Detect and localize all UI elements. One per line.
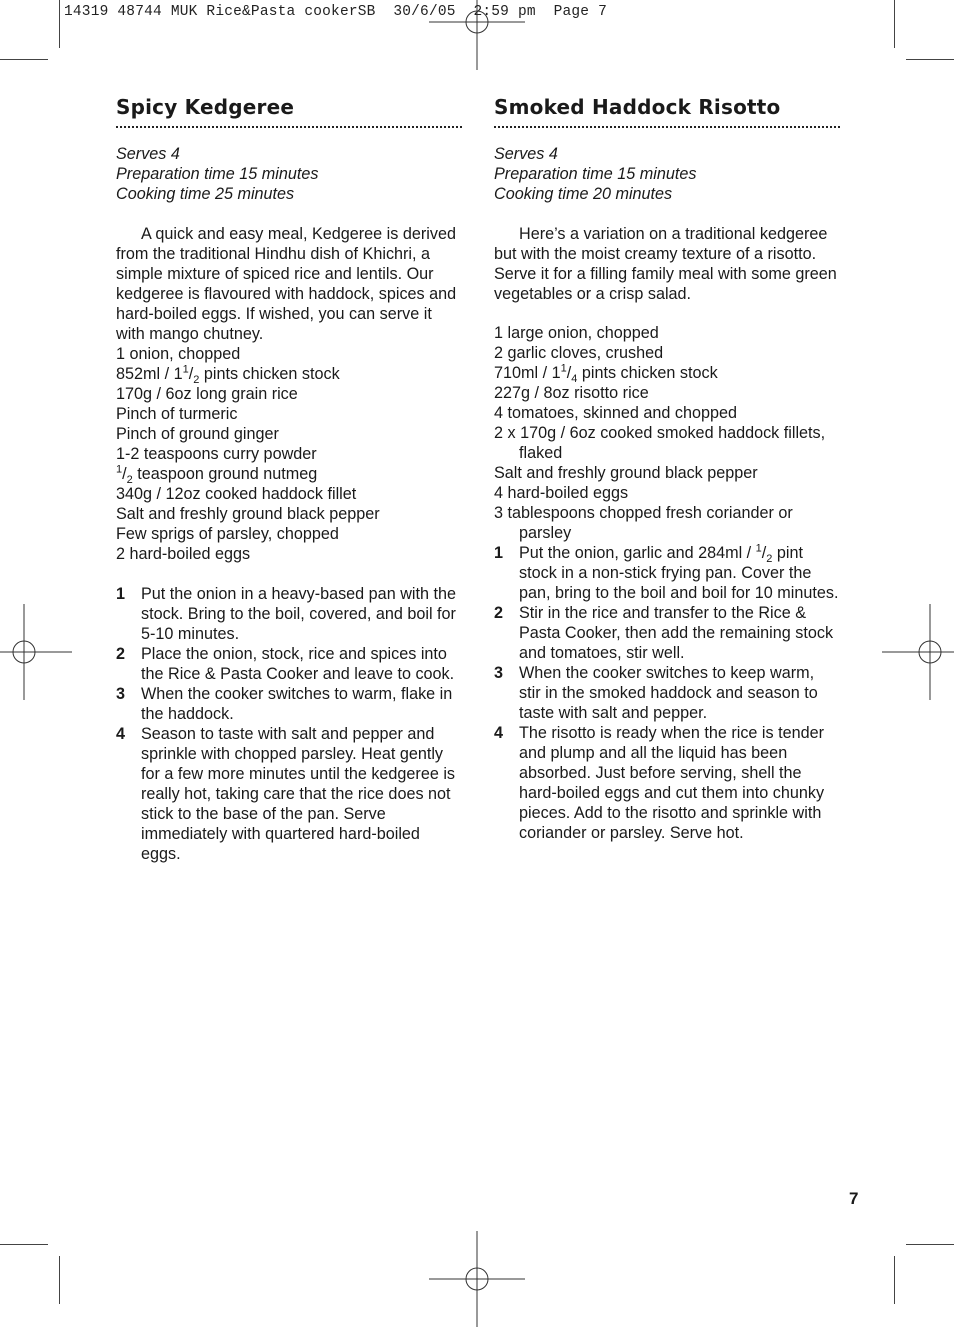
crop-mark <box>59 1256 60 1304</box>
step-number: 2 <box>494 604 504 622</box>
ingredient-item <box>116 463 462 487</box>
step-number: 1 <box>494 544 504 562</box>
method-steps <box>116 584 462 864</box>
fraction-slash: / <box>761 544 767 562</box>
ingredient-item: 1-2 teaspoons curry powder <box>116 445 317 463</box>
text-part: 710ml / 1 <box>494 364 561 382</box>
ingredient-item: 1 large onion, chopped <box>494 324 659 342</box>
crop-mark <box>906 1244 954 1245</box>
ingredient-item: 340g / 12oz cooked haddock fillet <box>116 485 357 503</box>
step-text: When the cooker switches to warm, flake in the haddock. <box>141 685 453 723</box>
text-part: teaspoon ground nutmeg <box>132 465 318 483</box>
fraction-numerator: 1 <box>755 542 762 555</box>
step-number: 1 <box>116 585 126 603</box>
registration-mark-icon <box>882 604 954 700</box>
printer-slug: 14319 48744 MUK Rice&Pasta cookerSB 30/6/05 2:59 pm Page 7 <box>64 4 607 20</box>
ingredient-item: Pinch of ground ginger <box>116 425 279 443</box>
fraction-slash: / <box>188 365 194 383</box>
ingredient-list <box>116 344 462 564</box>
method-step <box>116 584 462 644</box>
fraction-slash: / <box>122 465 127 483</box>
step-text: The risotto is ready when the rice is tender and plump and all the liquid has been absorbed. Just before serving, shell the hard-boiled eggs and cut them into chunky pieces. Add to the risotto and sprinkle with coriander or parsley. Serve hot. <box>519 724 825 842</box>
step-number: 4 <box>116 725 126 743</box>
fraction-denominator: 4 <box>571 373 578 386</box>
recipe-meta <box>494 144 840 204</box>
text-part: Put the onion, garlic and 284ml / <box>519 544 756 562</box>
method-steps <box>494 543 840 843</box>
crop-mark <box>0 1244 48 1245</box>
ingredient-item: 2 hard-boiled eggs <box>116 545 251 563</box>
method-step <box>494 603 840 663</box>
serves: Serves 4 <box>116 145 180 163</box>
fraction-numerator: 1 <box>182 363 189 376</box>
prep-time: Preparation time 15 minutes <box>494 165 697 183</box>
method-step <box>116 684 462 724</box>
step-text: Place the onion, stock, rice and spices into the Rice & Pasta Cooker and leave to cook. <box>141 645 455 683</box>
step-text: Put the onion in a heavy-based pan with the stock. Bring to the boil, covered, and boil for 5-10 minutes. <box>141 585 456 643</box>
recipe-title: Spicy Kedgeree <box>116 94 462 128</box>
text-part: pints chicken stock <box>199 365 340 383</box>
ingredient-item: Salt and freshly ground black pepper <box>494 464 758 482</box>
step-number: 4 <box>494 724 504 742</box>
text-part: 852ml / 1 <box>116 365 183 383</box>
ingredient-item <box>494 362 840 386</box>
ingredient-item: 227g / 8oz risotto rice <box>494 384 649 402</box>
cook-time: Cooking time 20 minutes <box>494 185 673 203</box>
ingredient-item: 2 x 170g / 6oz cooked smoked haddock fillets, flaked <box>494 424 826 462</box>
method-step <box>494 543 840 603</box>
crop-mark <box>0 59 48 60</box>
ingredient-item: Pinch of turmeric <box>116 405 238 423</box>
crop-mark <box>894 1256 895 1304</box>
ingredient-item: 4 tomatoes, skinned and chopped <box>494 404 737 422</box>
method-step <box>116 644 462 684</box>
step-number: 3 <box>116 685 126 703</box>
crop-mark <box>906 59 954 60</box>
recipe-smoked-haddock-risotto <box>494 94 840 843</box>
ingredient-item: 170g / 6oz long grain rice <box>116 385 298 403</box>
fraction-denominator: 2 <box>193 374 200 387</box>
fraction-denominator: 2 <box>126 474 133 487</box>
registration-mark-icon <box>0 604 72 700</box>
cook-time: Cooking time 25 minutes <box>116 185 295 203</box>
ingredient-list <box>494 323 840 543</box>
prep-time: Preparation time 15 minutes <box>116 165 319 183</box>
step-text: Stir in the rice and transfer to the Rice & Pasta Cooker, then add the remaining stock and tomatoes, stir well. <box>519 604 834 662</box>
recipe-title: Smoked Haddock Risotto <box>494 94 840 128</box>
step-number: 3 <box>494 664 504 682</box>
ingredient-item: 3 tablespoons chopped fresh coriander or parsley <box>494 504 793 542</box>
registration-mark-icon <box>429 0 525 70</box>
text-part: pint stock in a non-stick frying pan. Cover the pan, bring to the boil and boil for 10 minutes. <box>519 544 839 602</box>
ingredient-item: Salt and freshly ground black pepper <box>116 505 380 523</box>
text-part: pints chicken stock <box>577 364 718 382</box>
method-step <box>494 663 840 723</box>
ingredient-item <box>116 363 462 387</box>
step-text: Season to taste with salt and pepper and sprinkle with chopped parsley. Heat gently for a few more minutes until the kedgeree is really hot, taking care that the rice does not stick to the base of the pan. Serve immediately with quartered hard-boiled eggs. <box>141 725 456 863</box>
ingredient-item: 1 onion, chopped <box>116 345 241 363</box>
registration-mark-icon <box>429 1231 525 1327</box>
fraction-denominator: 2 <box>766 553 773 566</box>
fraction-slash: / <box>566 364 572 382</box>
serves: Serves 4 <box>494 145 558 163</box>
page-number: 7 <box>849 1189 859 1208</box>
ingredient-item: 4 hard-boiled eggs <box>494 484 629 502</box>
step-text: When the cooker switches to keep warm, stir in the smoked haddock and season to taste with salt and pepper. <box>519 664 818 722</box>
method-step <box>494 723 840 843</box>
step-text <box>519 543 840 603</box>
ingredient-item: Few sprigs of parsley, chopped <box>116 525 339 543</box>
method-step <box>116 724 462 864</box>
recipe-meta <box>116 144 462 204</box>
crop-mark <box>59 0 60 48</box>
ingredient-item: 2 garlic cloves, crushed <box>494 344 664 362</box>
crop-mark <box>894 0 895 48</box>
recipe-intro: A quick and easy meal, Kedgeree is derived from the traditional Hindhu dish of Khichri, a simple mixture of spiced rice and lentils. Our kedgeree is flavoured with haddock, spices and hard-boiled eggs. If wished, you can serve it with mango chutney. <box>116 225 457 343</box>
fraction-numerator: 1 <box>560 362 567 375</box>
fraction-numerator: 1 <box>116 463 123 476</box>
recipe-spicy-kedgeree <box>116 94 462 864</box>
step-number: 2 <box>116 645 126 663</box>
recipe-intro: Here’s a variation on a traditional kedgeree but with the moist creamy texture of a risotto. Serve it for a filling family meal with some green vegetables or a crisp salad. <box>494 225 837 303</box>
